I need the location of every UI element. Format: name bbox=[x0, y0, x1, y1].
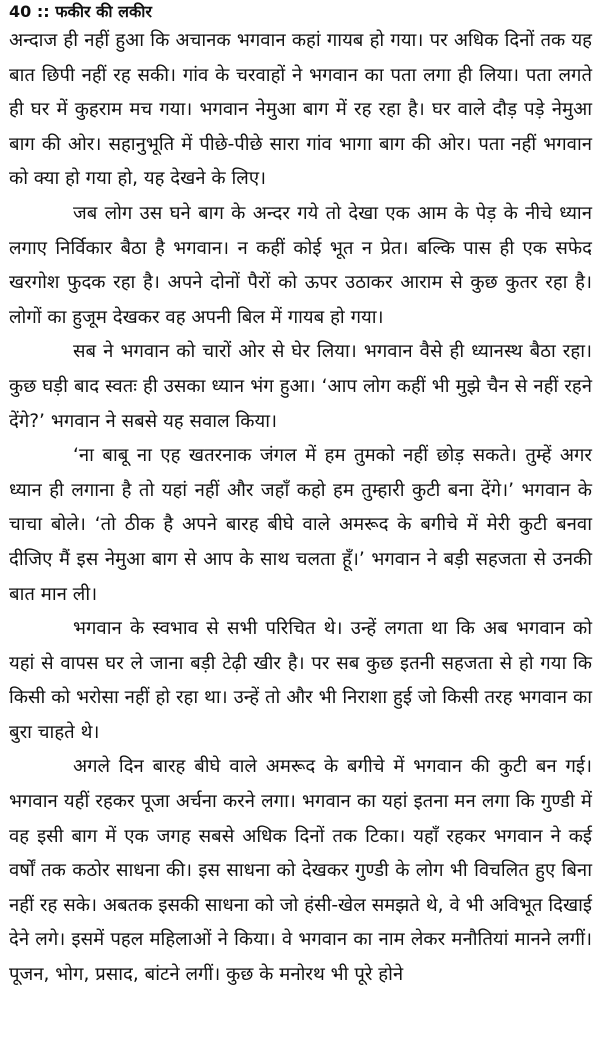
body-text bbox=[9, 24, 592, 993]
paragraph-4: ‘ना बाबू ना एह खतरनाक जंगल में हम तुमको नहीं छोड़ सकते। तुम्हें अगर ध्यान ही लगाना है तो यहां नहीं और जहाँ कहो हम तुम्हारी कुटी बना देंगे।’ भगवान के चाचा बोले। ‘तो ठीक है अपने बारह बीघे वाले अमरूद के बगीचे में मेरी कुटी बनवा दीजिए मैं इस नेमुआ बाग से आप के साथ चलता हूँ।’ भगवान ने बड़ी सहजता से उनकी बात मान ली। bbox=[9, 445, 592, 605]
running-header bbox=[9, 0, 592, 24]
paragraph-6: अगले दिन बारह बीघे वाले अमरूद के बगीचे में भगवान की कुटी बन गई। भगवान यहीं रहकर पूजा अर्चना करने लगा। भगवान का यहां इतना मन लगा कि गुण्डी में वह इसी बाग में एक जगह सबसे अधिक दिनों तक टिका। यहाँ रहकर भगवान ने कई वर्षों तक कठोर साधना की। इस साधना को देखकर गुण्डी के लोग भी विचलित हुए बिना नहीं रह सके। अबतक इसकी साधना को जो हंसी-खेल समझते थे, वे भी अविभूत दिखाई देने लगे। इसमें पहल महिलाओं ने किया। वे भगवान का नाम लेकर मनौतियां मानने लगीं। पूजन, भोग, प्रसाद, बांटने लगीं। कुछ के मनोरथ भी पूरे होने bbox=[9, 756, 592, 986]
header-separator: :: bbox=[36, 2, 50, 21]
page-number: 40 bbox=[9, 2, 32, 21]
paragraph-5: भगवान के स्वभाव से सभी परिचित थे। उन्हें लगता था कि अब भगवान को यहां से वापस घर ले जाना बड़ी टेढ़ी खीर है। पर सब कुछ इतनी सहजता से हो गया कि किसी को भरोसा नहीं हो रहा था। उन्हें तो और भी निराशा हुई जो किसी तरह भगवान का बुरा चाहते थे। bbox=[9, 618, 592, 743]
book-title: फकीर की लकीर bbox=[55, 2, 152, 21]
paragraph-3: सब ने भगवान को चारों ओर से घेर लिया। भगवान वैसे ही ध्यानस्थ बैठा रहा। कुछ घड़ी बाद स्वतः ही उसका ध्यान भंग हुआ। ‘आप लोग कहीं भी मुझे चैन से नहीं रहने देंगे?’ भगवान ने सबसे यह सवाल किया। bbox=[9, 341, 592, 432]
paragraph-1: अन्दाज ही नहीं हुआ कि अचानक भगवान कहां गायब हो गया। पर अधिक दिनों तक यह बात छिपी नहीं रह सकी। गांव के चरवाहों ने भगवान का पता लगा ही लिया। पता लगते ही घर में कुहराम मच गया। भगवान नेमुआ बाग में रह रहा है। घर वाले दौड़ पड़े नेमुआ बाग की ओर। सहानुभूति में पीछे-पीछे सारा गांव भागा बाग की ओर। पता नहीं भगवान को क्या हो गया हो, यह देखने के लिए। bbox=[9, 30, 592, 190]
paragraph-2: जब लोग उस घने बाग के अन्दर गये तो देखा एक आम के पेड़ के नीचे ध्यान लगाए निर्विकार बैठा है भगवान। न कहीं कोई भूत न प्रेत। बल्कि पास ही एक सफेद खरगोश फुदक रहा है। अपने दोनों पैरों को ऊपर उठाकर आराम से कुछ कुतर रहा है। लोगों का हुजूम देखकर वह अपनी बिल में गायब हो गया। bbox=[9, 202, 592, 328]
